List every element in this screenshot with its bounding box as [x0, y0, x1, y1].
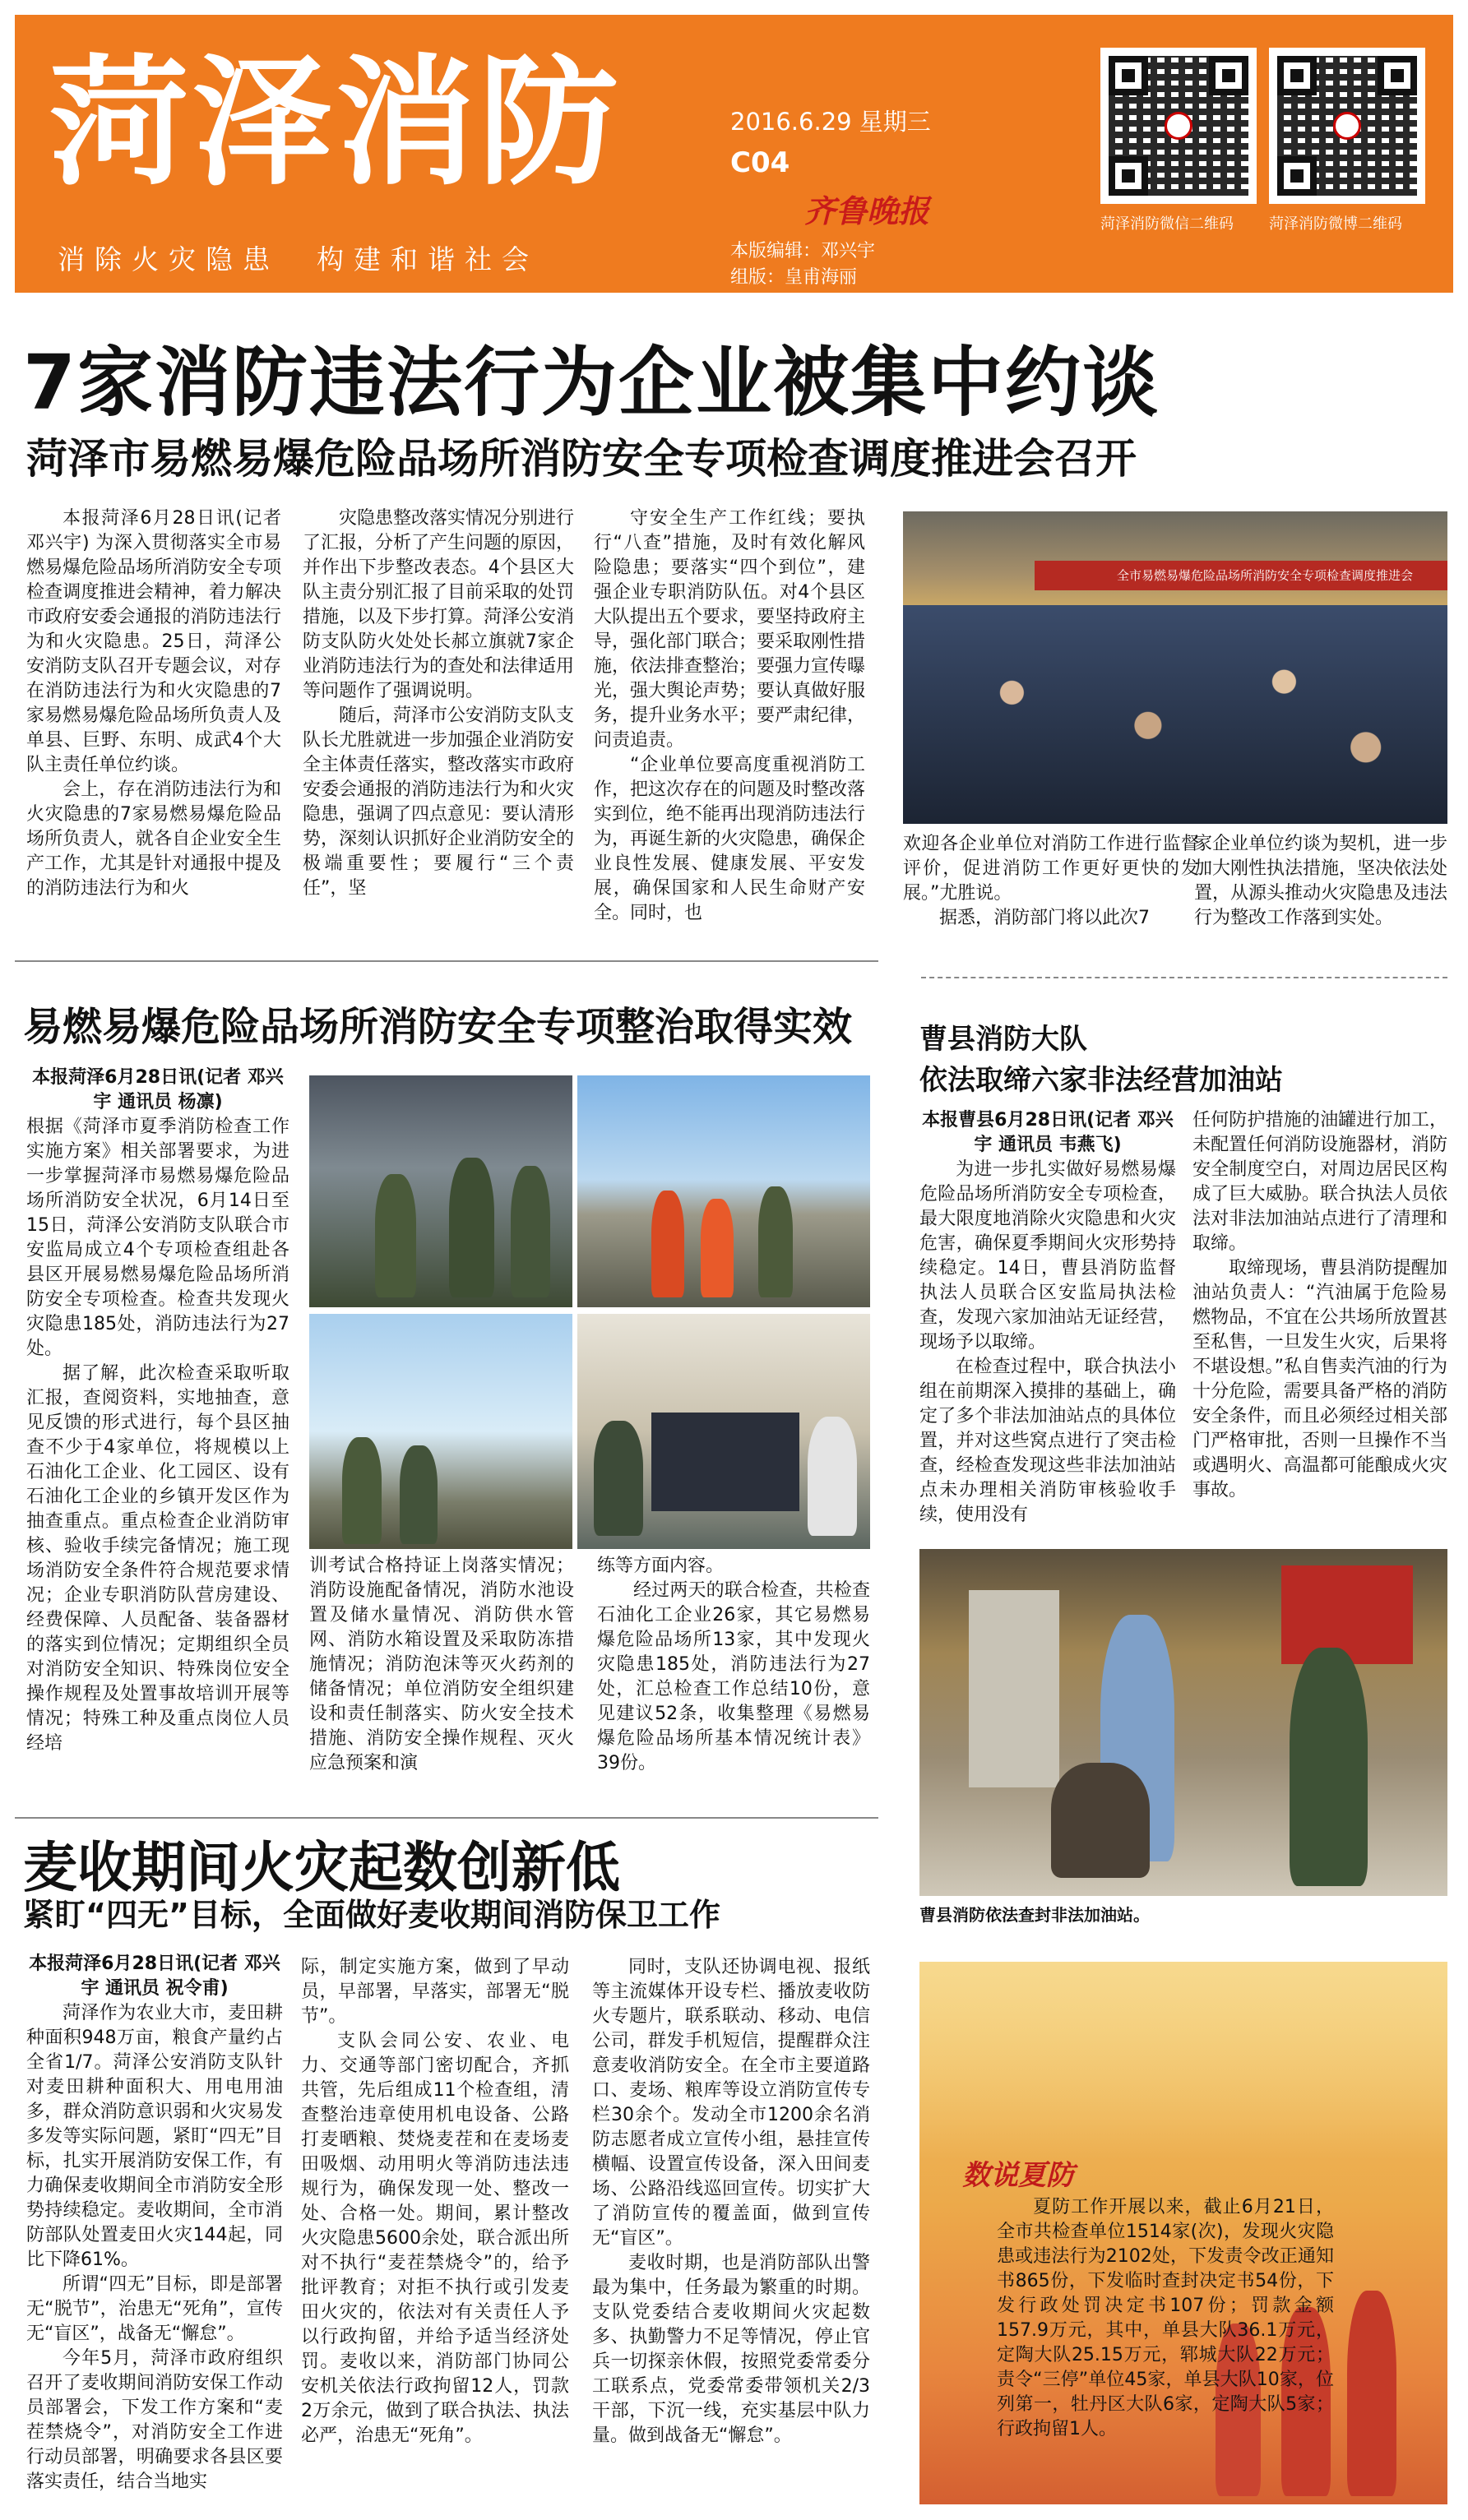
qr-code-icon [1100, 48, 1257, 204]
article3-headline1: 曹县消防大队 [919, 1023, 1087, 1056]
paragraph: 练等方面内容。 [597, 1556, 725, 1576]
paragraph: 灾隐患整改落实情况分别进行了汇报，分析了产生问题的原因，并作出下步整改表态。4个县区大队主责分别汇报了目前采取的处罚措施，以及下步打算。菏泽公安消防支队防火处处长郝立旗就7家企业消防违法行为的查处和法律适用等问题作了强调说明。 [303, 508, 575, 701]
paragraph: 家企业单位约谈为契机，进一步加大刚性执法措施，坚决依法处置，从源头推动火灾隐患及违法行为整改工作落到实处。 [1194, 834, 1448, 928]
article1-headline: 7家消防违法行为企业被集中约谈 [23, 339, 1160, 427]
article4-byline: 本报菏泽6月28日讯(记者 邓兴宇 通讯员 祝令甫) [29, 1954, 280, 1999]
paragraph: 今年5月，菏泽市政府组织召开了麦收期间消防安保工作动员部署会，下发工作方案和“麦茬禁烧令”，对消防安全工作进行动员部署，明确要求各县区要落实责任，结合当地实 [26, 2348, 283, 2492]
article2-byline: 本报菏泽6月28日讯(记者 邓兴宇 通讯员 杨凛) [32, 1067, 284, 1112]
inspection-photo-4 [577, 1314, 870, 1549]
wechat-qr[interactable] [1100, 48, 1265, 234]
divider [921, 977, 1447, 978]
banner-text: 全市易燃易爆危险品场所消防安全专项检查调度推进会 [1116, 568, 1413, 583]
article1-col2 [303, 506, 574, 901]
article4-col2 [301, 1955, 569, 2448]
article4-col3 [592, 1955, 870, 2448]
paragraph: 守安全生产工作红线；要执行“八查”措施，及时有效化解风险隐患；要落实“四个到位”，建强企业专职消防队伍。对4个县区大队提出五个要求，要坚持政府主导，强化部门联合；要采取刚性措施，依法排查整治；要强力宣传曝光，强大舆论声势；要认真做好服务，提升业务水平；要严肃纪律，问责追责。 [594, 508, 866, 751]
paragraph: 据了解，此次检查采取听取汇报，查阅资料，实地抽查，意见反馈的形式进行，每个县区抽查不少于4家单位，将规模以上石油化工企业、化工园区、设有石油化工企业的乡镇开发区作为抽查重点。重点检查企业消防审核、验收手续完备情况；施工现场消防安全条件符合规范要求情况；企业专职消防队营房建设、经费保障、人员配备、装备器材的落实到位情况；定期组织全员对消防安全知识、特殊岗位安全操作规程及处置事故培训开展等情况；特殊工种及重点岗位人员经培 [26, 1363, 289, 1754]
paragraph: 欢迎各企业单位对消防工作进行监督评价，促进消防工作更好更快的发展。”尤胜说。 [903, 834, 1199, 904]
paragraph: 麦收时期，也是消防部队出警最为集中，任务最为繁重的时期。支队党委结合麦收期间火灾起数多、执勤警力不足等情况，停止官兵一切探亲休假，按照党委常委分工联系点，党委常委带领机关2/3干部，下沉一线，充实基层中队力量。做到战备无“懈怠”。 [592, 2253, 870, 2446]
paragraph: 随后，菏泽市公安消防支队支队长尤胜就进一步加强企业消防安全主体责任落实，整改落实市政府安委会通报的消防违法行为和火灾隐患，强调了四点意见：要认清形势，深刻认识抓好企业消防安全的极端重要性；要履行“三个责任”，坚 [303, 705, 575, 899]
editor-credits [730, 238, 875, 291]
article2-headline: 易燃易爆危险品场所消防安全专项整治取得实效 [23, 1004, 853, 1050]
article3-headline2: 依法取缔六家非法经营加油站 [919, 1064, 1283, 1097]
data-box-logo: 数说夏防 [962, 2159, 1074, 2192]
article1-subhead: 菏泽市易燃易爆危险品场所消防安全专项检查调度推进会召开 [26, 435, 1137, 483]
paragraph: 同时，支队还协调电视、报纸等主流媒体开设专栏、播放麦收防火专题片，联系联动、移动、电信公司，群发手机短信，提醒群众注意麦收消防安全。在全市主要道路口、麦场、粮库等设立消防宣传专栏30余个。发动全市1200余名消防志愿者成立宣传小组，悬挂宣传横幅、设置宣传设备，深入田间麦场、公路沿线巡回宣传。切实扩大了消防宣传的覆盖面，做到宣传无“盲区”。 [592, 1957, 870, 2249]
gas-station-photo [919, 1549, 1447, 1896]
article1-photo-caption [903, 832, 1199, 931]
article1-closing [1194, 832, 1447, 931]
inspection-photo-3 [309, 1314, 572, 1549]
paragraph: 所谓“四无”目标，即是部署无“脱节”，治患无“死角”，宣传无“盲区”，战备无“懈怠”。 [26, 2274, 283, 2344]
paragraph: 经过两天的联合检查，共检查石油化工企业26家，其它易燃易爆危险品场所13家，其中发现火灾隐患185处，消防违法行为27处，汇总检查工作总结10份，意见建议52条，收集整理《易燃易爆危险品场所基本情况统计表》39份。 [597, 1580, 870, 1773]
paragraph: 夏防工作开展以来，截止6月21日，全市共检查单位1514家(次)，发现火灾隐患或违法行为2102处，下发责令改正通知书865份，下发临时查封决定书54份，下发行政处罚决定书107份；罚款金额157.9万元，其中，单县大队36.1万元，定陶大队25.15万元，郓城大队22万元；责令“三停”单位45家，单县大队10家，位列第一，牡丹区大队6家，定陶大队5家；行政拘留1人。 [997, 2197, 1334, 2439]
article4-headline: 麦收期间火灾起数创新低 [23, 1836, 620, 1899]
paragraph: 任何防护措施的油罐进行加工，未配置任何消防设施器材，消防安全制度空白，对周边居民区构成了巨大威胁。联合执法人员依法对非法加油站点进行了清理和取缔。 [1192, 1110, 1447, 1254]
article2-col3 [597, 1554, 870, 1776]
page-number: C04 [730, 146, 790, 179]
issue-date: 2016.6.29 星期三 [730, 108, 931, 136]
article4-subhead: 紧盯“四无”目标，全面做好麦收期间消防保卫工作 [23, 1897, 720, 1933]
article2-col2 [309, 1554, 574, 1776]
masthead-slogan: 消除火灾隐患 构建和谐社会 [58, 243, 539, 275]
paragraph: 在检查过程中，联合执法小组在前期深入摸排的基础上，确定了多个非法加油站点的具体位置，并对这些窝点进行了突击检查，经检查发现这些非法加油站点未办理相关消防审核验收手续，使用没有 [919, 1357, 1176, 1525]
meeting-photo [903, 511, 1447, 824]
weibo-qr[interactable] [1269, 48, 1433, 234]
divider [15, 960, 878, 962]
article1-col1 [26, 506, 281, 901]
editor-line: 本版编辑：邓兴宇 [730, 241, 876, 261]
masthead-title: 菏泽消防 [49, 42, 623, 205]
paragraph: 际，制定实施方案，做到了早动员，早部署，早落实，部署无“脱节”。 [301, 1957, 569, 2027]
article3-col2 [1192, 1108, 1447, 1503]
paragraph: 训考试合格持证上岗落实情况；消防设施配备情况，消防水池设置及储水量情况、消防供水管网、消防水箱设置及采取防冻措施情况；消防泡沫等灭火药剂的储备情况；单位消防安全组织建设和责任制落实、防火安全技术措施、消防安全操作规程、灭火应急预案和演 [309, 1556, 574, 1773]
paragraph: 本报菏泽6月28日讯(记者 邓兴宇) 为深入贯彻落实全市易燃易爆危险品场所消防安全专项检查调度推进会精神，着力解决市政府安委会通报的消防违法行为和火灾隐患。25日，菏泽公安消防支队召开专题会议，对存在消防违法行为和火灾隐患的7家易燃易爆危险品场所负责人及单县、巨野、东明、成武4个大队主责任单位约谈。 [26, 508, 281, 775]
gas-station-caption: 曹县消防依法查封非法加油站。 [919, 1905, 1150, 1925]
divider [15, 1817, 878, 1819]
paragraph: “企业单位要高度重视消防工作，把这次存在的问题及时整改落实到位，绝不能再出现消防违法行为，再诞生新的火灾隐患，确保企业良性发展、健康发展、平安发展，确保国家和人民生命财产安全。同时，也 [594, 755, 866, 923]
paragraph: 支队会同公安、农业、电力、交通等部门密切配合，齐抓共管，先后组成11个检查组，清查整治违章使用机电设备、公路打麦晒粮、焚烧麦茬和在麦场麦田吸烟、动用明火等消防违法违规行为，确保发现一处、整改一处、合格一处。期间，累计整改火灾隐患5600余处，联合派出所对不执行“麦茬禁烧令”的，给予批评教育；对拒不执行或引发麦田火灾的，依法对有关责任人予以行政拘留，并给予适当经济处罚。麦收以来，消防部门协同公安机关依法行政拘留12人，罚款2万余元，做到了联合执法、执法必严，治患无“死角”。 [301, 2031, 569, 2446]
article2-col1 [26, 1066, 289, 1756]
qr-code-icon [1269, 48, 1425, 204]
data-box-text [997, 2195, 1334, 2442]
paragraph: 据悉，消防部门将以此次7 [939, 908, 1150, 928]
meeting-banner [1035, 561, 1447, 590]
paragraph: 根据《菏泽市夏季消防检查工作实施方案》相关部署要求，为进一步掌握菏泽市易燃易爆危险品场所消防安全状况，6月14日至15日，菏泽公安消防支队联合市安监局成立4个专项检查组赴各县区开展易燃易爆危险品场所消防安全专项检查。检查共发现火灾隐患185处，消防违法行为27处。 [26, 1117, 289, 1359]
masthead [15, 15, 1453, 293]
paragraph: 菏泽作为农业大市，麦田耕种面积948万亩，粮食产量约占全省1/7。菏泽公安消防支队针对麦田耕种面积大、用电用油多，群众消防意识弱和火灾易发多发等实际问题，紧盯“四无”目标，扎实开展消防安保工作，有力确保麦收期间全市消防安全形势持续稳定。麦收期间，全市消防部队处置麦田火灾144起，同比下降61%。 [26, 2003, 283, 2270]
inspection-photo-1 [309, 1075, 572, 1307]
article1-col3 [594, 506, 865, 926]
article3-col1 [919, 1108, 1176, 1528]
newspaper-brand: 齐鲁晚报 [804, 192, 930, 229]
paragraph: 会上，存在消防违法行为和火灾隐患的7家易燃易爆危险品场所负责人，就各自企业安全生产工作，尤其是针对通报中提及的消防违法行为和火 [26, 779, 281, 899]
inspection-photo-2 [577, 1075, 870, 1307]
article4-col1 [26, 1952, 283, 2495]
article3-byline: 本报曹县6月28日讯(记者 邓兴宇 通讯员 韦燕飞) [922, 1110, 1174, 1155]
paragraph: 为进一步扎实做好易燃易爆危险品场所消防安全专项检查，最大限度地消除火灾隐患和火灾危害，确保夏季期间火灾形势持续稳定。14日，曹县消防监督执法人员联合区安监局执法检查，发现六家加油站无证经营，现场予以取缔。 [919, 1159, 1176, 1352]
paragraph: 取缔现场，曹县消防提醒加油站负责人：“汽油属于危险易燃物品，不宜在公共场所放置甚至私售，一旦发生火灾，后果将不堪设想。”私自售卖汽油的行为十分危险，需要具备严格的消防安全条件，而且必须经过相关部门严格审批，否则一旦操作不当或遇明火、高温都可能酿成火灾事故。 [1192, 1258, 1447, 1500]
qr-caption: 菏泽消防微信二维码 [1100, 215, 1234, 233]
qr-caption: 菏泽消防微博二维码 [1269, 215, 1402, 233]
layout-line: 组版：皇甫海丽 [730, 267, 858, 288]
